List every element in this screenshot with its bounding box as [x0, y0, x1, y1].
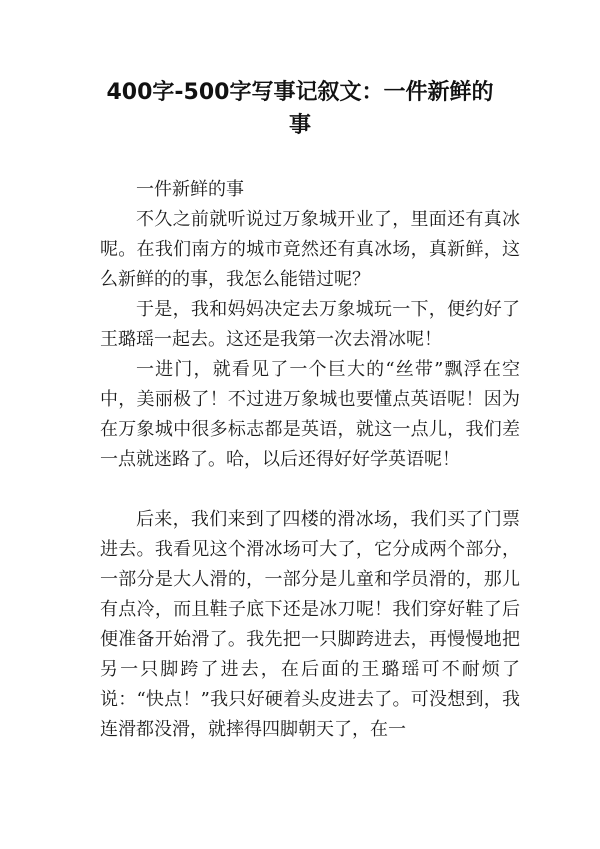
paragraph: 不久之前就听说过万象城开业了，里面还有真冰呢。在我们南方的城市竟然还有真冰场，真新鲜，这么新鲜的的事，我怎么能错过呢？ — [100, 209, 520, 290]
paragraph: 后来，我们来到了四楼的滑冰场，我们买了门票进去。我看见这个滑冰场可大了，它分成两个部分，一部分是大人滑的，一部分是儿童和学员滑的，那儿有点冷，而且鞋子底下还是冰刀呢！我们穿好鞋了后便准备开始滑了。我先把一只脚跨进去，再慢慢地把另一只脚跨了进去，在后面的王璐瑶可不耐烦了说：“快点！”我只好硬着头皮进去了。可没想到，我连滑都没滑，就摔得四脚朝天了，在一 — [100, 509, 520, 740]
paragraph-heading: 一件新鲜的事 — [136, 179, 244, 200]
paragraph: 于是，我和妈妈决定去万象城玩一下，便约好了王璐瑶一起去。这还是我第一次去滑冰呢！ — [100, 299, 520, 350]
document-title: 400字-500字写事记叙文：一件新鲜的事 — [106, 80, 494, 138]
paragraph: 一进门，就看见了一个巨大的“丝带”飘浮在空中，美丽极了！不过进万象城也要懂点英语呢！因为在万象城中很多标志都是英语，就这一点儿，我们差一点就迷路了。哈，以后还得好好学英语呢！ — [100, 359, 520, 470]
document-body — [100, 175, 520, 745]
